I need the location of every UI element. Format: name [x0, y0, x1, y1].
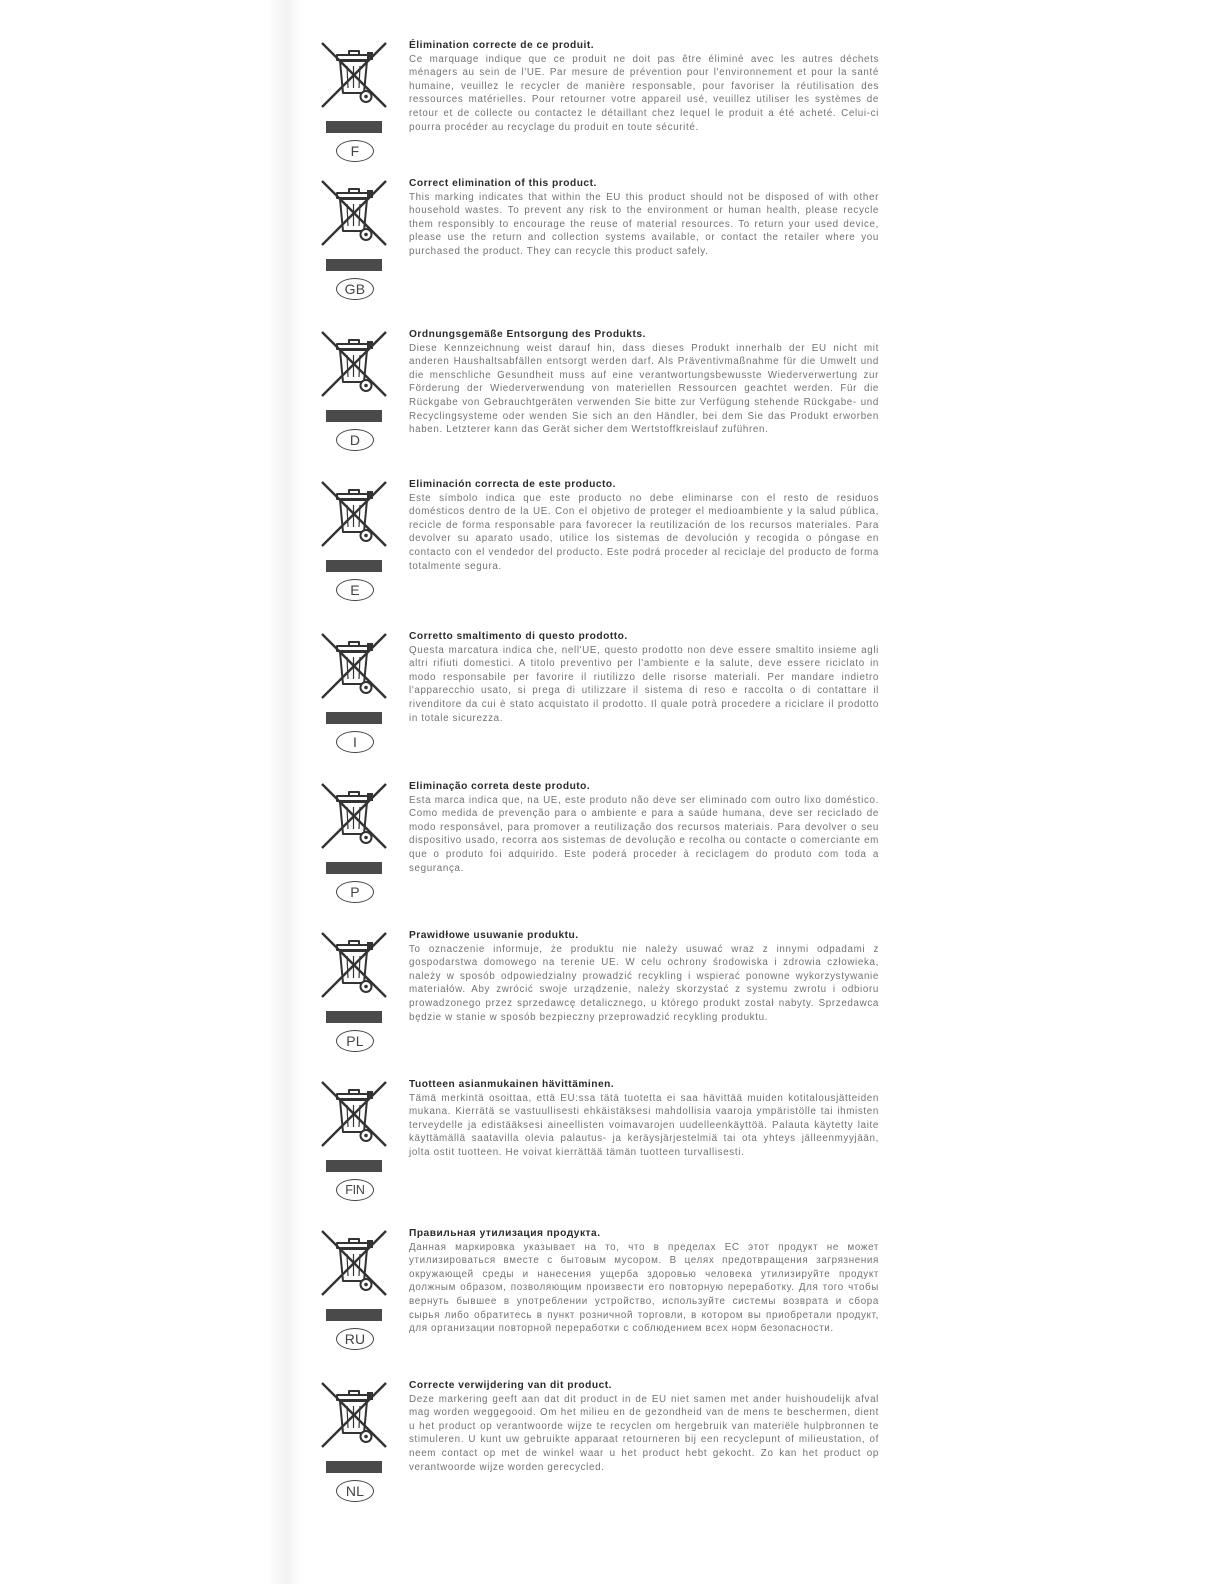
black-bar-marker	[326, 121, 382, 133]
crossed-out-wheelie-bin-icon	[320, 1381, 388, 1449]
crossed-out-wheelie-bin-icon	[320, 1229, 388, 1297]
crossed-out-wheelie-bin-icon	[320, 632, 388, 700]
country-code-badge: F	[336, 140, 374, 162]
notice-text	[409, 328, 879, 437]
disposal-notice-pl	[320, 929, 880, 1069]
notice-title: Eliminación correcta de este producto.	[409, 479, 616, 490]
disposal-notice-gb	[320, 177, 880, 317]
notice-title: Ordnungsgemäße Entsorgung des Produkts.	[409, 329, 646, 340]
country-code-badge: FIN	[336, 1179, 374, 1201]
crossed-out-wheelie-bin-icon	[320, 480, 388, 548]
disposal-notice-de	[320, 328, 880, 468]
black-bar-marker	[326, 1011, 382, 1023]
black-bar-marker	[326, 1309, 382, 1321]
notice-title: Eliminação correta deste produto.	[409, 781, 591, 792]
crossed-out-wheelie-bin-icon	[320, 179, 388, 247]
notice-body: To oznaczenie informuje, że produktu nie należy usuwać wraz z innymi odpadami z gospodarstwa domowego na terenie UE. W celu ochrony środowiska i zdrowia człowieka, należy w sposób odpowiedzialny prowadzić recykling i wspierać ponowne wykorzystywanie materiałów. Aby zwrócić swoje urządzenie, należy skorzystać z systemu zwrotu i odbioru prowadzonego przez sprzedawcę detalicznego, u którego produkt został nabyty. Sprzedawca będzie w stanie w sposób bezpieczny przeprowadzić recykling produktu.	[409, 943, 879, 1023]
notice-title: Правильная утилизация продукта.	[409, 1228, 601, 1239]
notice-text	[409, 780, 879, 875]
notice-body: Ce marquage indique que ce produit ne doit pas être éliminé avec les autres déchets ménagers au sein de l'UE. Par mesure de prévention pour l'environnement et pour la santé humaine, veuillez le recycler de manière responsable, pour favoriser la réutilisation des ressources matérielles. Pour retourner votre appareil usé, veuillez utiliser les systèmes de retour et de collecte ou contactez le détaillant chez lequel le produit a été acheté. Celui-ci pourra procéder au recyclage du produit en toute sécurité.	[409, 53, 879, 133]
notice-title: Corretto smaltimento di questo prodotto.	[409, 631, 628, 642]
country-code-badge: P	[336, 881, 374, 903]
black-bar-marker	[326, 862, 382, 874]
country-code-badge: I	[336, 731, 374, 753]
notice-body: Este símbolo indica que este producto no debe eliminarse con el resto de residuos domésticos dentro de la UE. Con el objetivo de proteger el medioambiente y la salud pública, recicle de forma responsable para favorecer la reutilización de los recursos materiales. Para devolver su aparato usado, utilice los sistemas de devolución y recogida o póngase en contacto con el vendedor del producto. Este podrá proceder al reciclaje del producto de forma totalmente segura.	[409, 492, 879, 572]
crossed-out-wheelie-bin-icon	[320, 330, 388, 398]
notice-body: Deze markering geeft aan dat dit product in de EU niet samen met ander huishoudelijk afval mag worden weggegooid. Om het milieu en de gezondheid van de mens te beschermen, dient u het product op verantwoorde wijze te recyclen om hergebruik van materiële hulpbronnen te stimuleren. U kunt uw gebruikte apparaat retourneren bij een recyclepunt of milieustation, of neem contact op met de winkel waar u het product hebt gekocht. Zo kan het product op verantwoorde wijze worden gerecycled.	[409, 1393, 879, 1473]
notice-title: Correct elimination of this product.	[409, 178, 597, 189]
notice-text	[409, 39, 879, 134]
crossed-out-wheelie-bin-icon	[320, 782, 388, 850]
notice-title: Élimination correcte de ce produit.	[409, 40, 595, 51]
notice-text	[409, 1227, 879, 1336]
crossed-out-wheelie-bin-icon	[320, 931, 388, 999]
notice-body: Данная маркировка указывает на то, что в пределах ЕС этот продукт не может утилизироваться вместе с бытовым мусором. В целях предотвращения загрязнения окружающей среды и нанесения ущерба здоровью человека утилизируйте продукт должным образом, позволяющим произвести его повторную переработку. Для того чтобы вернуть бывшее в употреблении устройство, используйте системы возврата и сбора сырья либо обратитесь в пункт розничной торговли, в котором вы приобретали продукт, для организации повторной переработки с соблюдением всех норм безопасности.	[409, 1241, 879, 1335]
crossed-out-wheelie-bin-icon	[320, 1080, 388, 1148]
notice-body: Questa marcatura indica che, nell'UE, questo prodotto non deve essere smaltito insieme agli altri rifiuti domestici. A titolo preventivo per l'ambiente e la salute, deve essere riciclato in modo responsabile per favorire il riutilizzo delle risorse materiali. Per mandare indietro l'apparecchio usato, si prega di utilizzare il sistema di reso e raccolta o di contattare il rivenditore da cui è stato acquistato il prodotto. Il quale potrà procedere a riciclare il prodotto in totale sicurezza.	[409, 644, 879, 724]
black-bar-marker	[326, 410, 382, 422]
disposal-notice-nl	[320, 1379, 880, 1519]
notice-body: Tämä merkintä osoittaa, että EU:ssa tätä tuotetta ei saa hävittää muiden kotitalousjätteiden mukana. Kierrätä se vastuullisesti ehkäistäksesi mahdollisia vaaroja ympäristölle tai ihmisten terveydelle ja edistääksesi aineellisten voimavarojen uudelleenkäyttöä. Palauta käytetty laite käyttämällä saatavilla olevia palautus- ja keräysjärjestelmiä tai ota yhteys jälleenmyyjään, jolta ostit tuotteen. He voivat kierrättää tämän tuotteen turvallisesti.	[409, 1092, 879, 1158]
notice-text	[409, 478, 879, 573]
scan-edge-shade	[268, 0, 302, 1584]
country-code-badge: NL	[336, 1480, 374, 1502]
country-code-badge: RU	[336, 1328, 374, 1350]
disposal-notice-fr	[320, 39, 880, 179]
notice-title: Tuotteen asianmukainen hävittäminen.	[409, 1079, 615, 1090]
black-bar-marker	[326, 712, 382, 724]
country-code-badge: D	[336, 429, 374, 451]
notice-text	[409, 177, 879, 259]
country-code-badge: PL	[336, 1030, 374, 1052]
black-bar-marker	[326, 1160, 382, 1172]
black-bar-marker	[326, 560, 382, 572]
black-bar-marker	[326, 1461, 382, 1473]
notice-text	[409, 1379, 879, 1474]
notice-text	[409, 1078, 879, 1160]
country-code-badge: E	[336, 579, 374, 601]
disposal-notice-pt	[320, 780, 880, 920]
disposal-notice-ru	[320, 1227, 880, 1367]
notice-title: Correcte verwijdering van dit product.	[409, 1380, 612, 1391]
notice-body: Esta marca indica que, na UE, este produto não deve ser eliminado com outro lixo doméstico. Como medida de prevenção para o ambiente e para a saúde humana, deve ser reciclado de modo responsável, para promover a reutilização dos recursos materiais. Para devolver o seu dispositivo usado, recorra aos sistemas de devolução e recolha ou contacte o comerciante em que o produto foi adquirido. Este poderá proceder à reciclagem do produto com toda a segurança.	[409, 794, 879, 874]
country-code-badge: GB	[336, 278, 374, 300]
notice-title: Prawidłowe usuwanie produktu.	[409, 930, 579, 941]
notice-text	[409, 630, 879, 725]
disposal-notice-it	[320, 630, 880, 770]
disposal-notice-es	[320, 478, 880, 618]
crossed-out-wheelie-bin-icon	[320, 41, 388, 109]
disposal-notice-fi	[320, 1078, 880, 1218]
black-bar-marker	[326, 259, 382, 271]
notice-text	[409, 929, 879, 1024]
notice-body: This marking indicates that within the EU this product should not be disposed of with other household wastes. To prevent any risk to the environment or human health, please recycle them responsibly to encourage the reuse of material resources. To return your used device, please use the return and collection systems available, or contact the retailer where you purchased the product. They can recycle this product safely.	[409, 191, 879, 257]
notice-body: Diese Kennzeichnung weist darauf hin, dass dieses Produkt innerhalb der EU nicht mit anderen Haushaltsabfällen entsorgt werden darf. Als Präventivmaßnahme für die Umwelt und die menschliche Gesundheit muss auf eine verantwortungsbewusste Wiederverwertung zur Förderung der Wiederverwendung von materiellen Ressourcen geachtet werden. Für die Rückgabe von Gebrauchtgeräten verwenden Sie bitte zur Verfügung stehende Rückgabe- und Recyclingsysteme oder wenden Sie sich an den Händler, bei dem Sie das Produkt erworben haben. Letzterer kann das Gerät sicher dem Wertstoffkreislauf zuführen.	[409, 342, 879, 436]
